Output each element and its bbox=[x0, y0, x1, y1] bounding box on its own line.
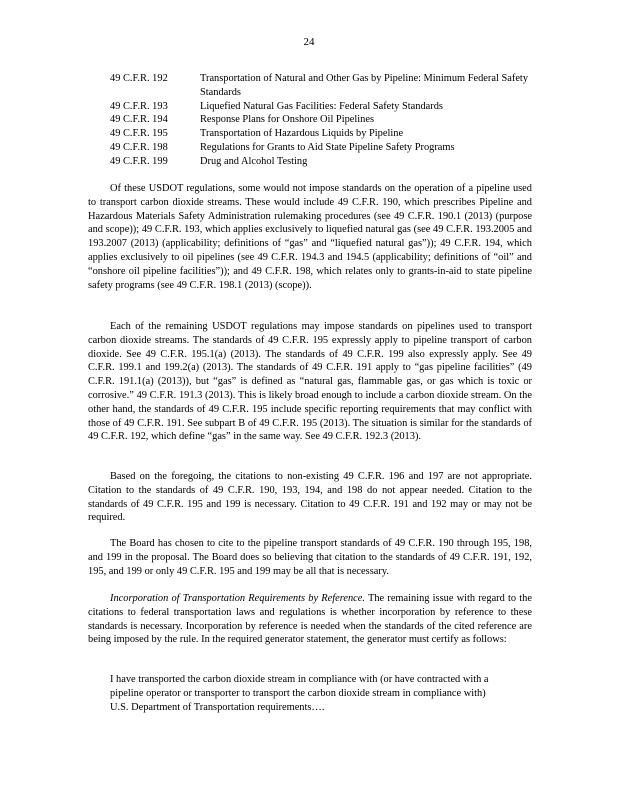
regulation-cite: 49 C.F.R. 192 bbox=[110, 73, 168, 84]
regulation-cite: 49 C.F.R. 195 bbox=[110, 128, 168, 140]
table-row bbox=[110, 72, 530, 100]
paragraph-board-choice: The Board has chosen to cite to the pipeline transport standards of 49 C.F.R. 190 through 195, 198, and 199 in the proposal. The Board does so believing that citation to the standards of 49 C.F.R. 191, 192, 195, and 199 or only 49 C.F.R. 195 and 199 may be all that is necessary. bbox=[88, 538, 532, 577]
regulation-title: Transportation of Hazardous Liquids by Pipeline bbox=[200, 128, 404, 140]
block-quote: I have transported the carbon dioxide stream in compliance with (or have contracted with a pipeline operator or transporter to transport the carbon dioxide stream in compliance with) U.S. Department of Transportation requirements…. bbox=[110, 674, 489, 713]
regulation-cite: 49 C.F.R. 193 bbox=[110, 100, 168, 112]
paragraph-foregoing: Based on the foregoing, the citations to non-existing 49 C.F.R. 196 and 197 are not appropriate. Citation to the standards of 49 C.F.R. 190, 193, 194, and 198 do not appear needed. Citation to the standards of 49 C.F.R. 195 and 199 is necessary. Citation to 49 C.F.R. 191 and 192 may or may not be required. bbox=[88, 471, 532, 524]
regulations-table bbox=[110, 72, 530, 169]
paragraph-body: The remaining issue with regard to the citations to federal transportation laws and regulations is whether incorporation by reference to these standards is necessary. Incorporation by reference is needed when the standards of the cited reference are being imposed by the rule. In the required generator statement, the generator must certify as follows: bbox=[88, 593, 532, 646]
paragraph-incorporation bbox=[88, 592, 532, 647]
table-row bbox=[110, 127, 530, 141]
regulation-title: Drug and Alcohol Testing bbox=[200, 155, 308, 167]
table-row bbox=[110, 141, 530, 155]
regulation-title: Response Plans for Onshore Oil Pipelines bbox=[200, 114, 375, 126]
regulation-title: Liquefied Natural Gas Facilities: Federal Safety Standards bbox=[200, 100, 443, 112]
regulation-title: Transportation of Natural and Other Gas by Pipeline: Minimum Federal Safety Standards bbox=[200, 73, 529, 98]
table-row bbox=[110, 113, 530, 127]
regulation-cite: 49 C.F.R. 194 bbox=[110, 114, 168, 126]
section-heading: Incorporation of Transportation Requirements by Reference. bbox=[110, 593, 365, 604]
page-number: 24 bbox=[303, 36, 315, 48]
table-row bbox=[110, 155, 530, 169]
paragraph-unneeded-regulations: Of these USDOT regulations, some would not impose standards on the operation of a pipeline used to transport carbon dioxide streams. These would include 49 C.F.R. 190, which prescribes Pipeline and Hazardous Materials Safety Administration rulemaking procedures (see 49 C.F.R. 190.1 (2013) (purpose and scope)); 49 C.F.R. 193, which applies exclusively to liquefied natural gas (see 49 C.F.R. 193.2005 and 193.2007 (2013) (applicability; definitions of “gas” and “liquefied natural gas”)); 49 C.F.R. 194, which applies exclusively to oil pipelines (see 49 C.F.R. 194.3 and 194.5 (applicability; definitions of “oil” and “onshore oil pipeline facilities”)); and 49 C.F.R. 198, which relates only to grants-in-aid to state pipeline safety programs (see 49 C.F.R. 198.1 (2013) (scope)). bbox=[88, 183, 532, 291]
regulation-title: Regulations for Grants to Aid State Pipeline Safety Programs bbox=[200, 141, 455, 153]
table-row bbox=[110, 100, 530, 114]
regulation-cite: 49 C.F.R. 198 bbox=[110, 141, 168, 153]
paragraph-remaining-regulations: Each of the remaining USDOT regulations may impose standards on pipelines used to transport carbon dioxide streams. The standards of 49 C.F.R. 195 expressly apply to pipeline transport of carbon dioxide. See 49 C.F.R. 195.1(a) (2013). The standards of 49 C.F.R. 199 also expressly apply. See 49 C.F.R. 199.1 and 199.2(a) (2013). The standards of 49 C.F.R. 191 apply to “gas pipeline facilities” (49 C.F.R. 191.1(a) (2013)), but “gas” is defined as “natural gas, flammable gas, or gas which is toxic or corrosive.” 49 C.F.R. 191.3 (2013). This is likely broad enough to include a carbon dioxide stream. On the other hand, the standards of 49 C.F.R. 195 include specific reporting requirements that may conflict with those of 49 C.F.R. 191. See subpart B of 49 C.F.R. 195 (2013). The situation is similar for the standards of 49 C.F.R. 192, which define “gas” in the same way. See 49 C.F.R. 192.3 (2013). bbox=[88, 321, 532, 443]
regulation-cite: 49 C.F.R. 199 bbox=[110, 155, 168, 167]
